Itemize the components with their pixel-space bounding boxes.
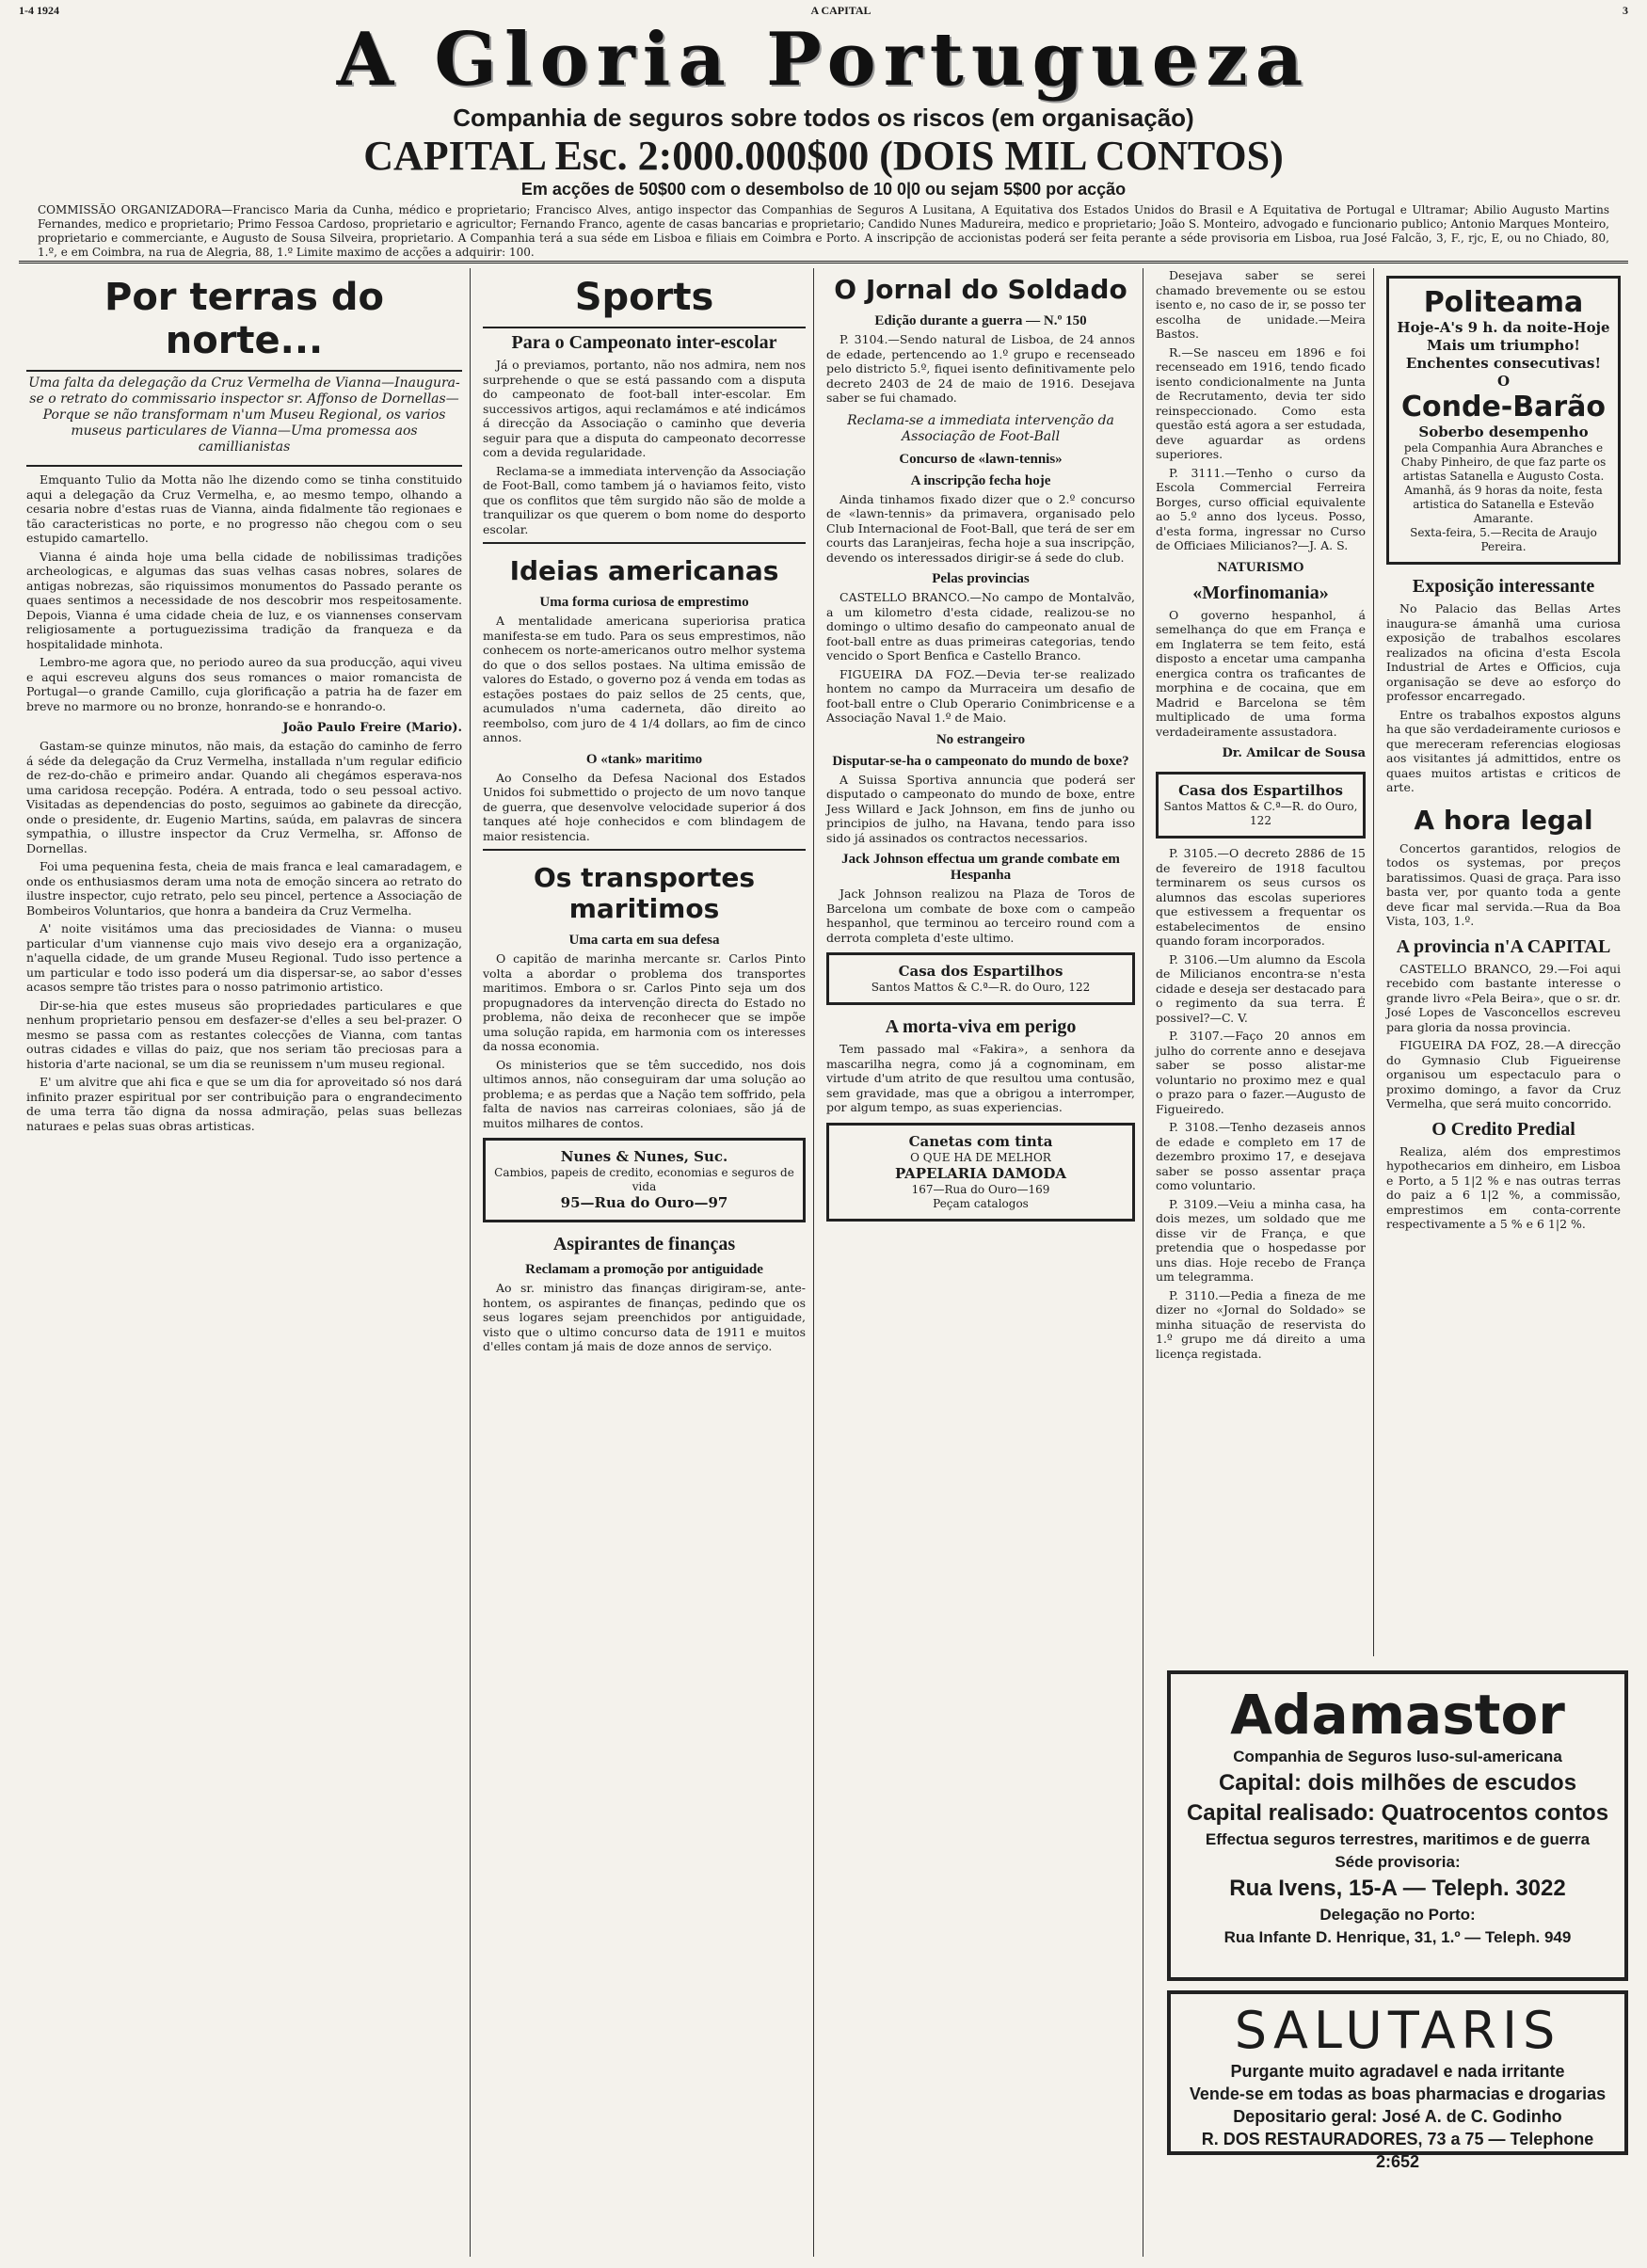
page-number: 3 — [1623, 4, 1628, 17]
adamastor-capital: Capital: dois milhões de escudos — [1218, 1770, 1577, 1796]
headline-aspirantes: Aspirantes de finanças — [552, 1234, 736, 1254]
headline-terras-norte: Por terras do norte... — [26, 268, 462, 372]
paragraph: FIGUEIRA DA FOZ, 28.—A direcção do Gymnasio Club Figueirense organisou um espectaculo para o proximo domingo, a favor da Cruz Vermelha, que será muito concorrido. — [1386, 1038, 1621, 1110]
banner-capital: CAPITAL Esc. 2:000.000$00 (DOIS MIL CONTOS) — [363, 133, 1284, 179]
headline-boxe: Disputar-se-ha o campeonato do mundo de boxe? — [832, 753, 1129, 769]
salutaris-line-3: Depositario geral: José A. de C. Godinho — [1233, 2107, 1562, 2126]
adamastor-sede-tel: Teleph. 3022 — [1431, 1876, 1566, 1901]
column-3 — [819, 268, 1143, 2257]
deck-terras-norte: Uma falta da delegação da Cruz Vermelha de Vianna—Inaugura-se o retrato do commissario inspector sr. Affonso de Dornellas—Porque se não transformam n'um Museu Regional, os varios museus particulares de Vianna—Uma promessa aos camillianistas — [28, 375, 460, 455]
paragraph: Ao Conselho da Defesa Nacional dos Estados Unidos foi submettido o projecto de um novo tanque de guerra, que desenvolve velocidade superior á dos tanques até hoje conhecidos e com blindagem de maior resistencia. — [483, 770, 806, 843]
subhead-tank: O «tank» maritimo — [585, 751, 703, 767]
salutaris-line-4: R. DOS RESTAURADORES, 73 a 75 — Telephone 2:652 — [1201, 2130, 1594, 2171]
headline-morfinomania: «Morfinomania» — [1192, 582, 1329, 603]
adamastor-name: Adamastor — [1230, 1683, 1565, 1747]
ad-nunes-address: 95—Rua do Ouro—97 — [560, 1194, 728, 1211]
adamastor-porto: Rua Infante D. Henrique, 31, 1.º — Teleph. 949 — [1223, 1928, 1572, 1946]
adamastor-kind-3: luso-sul-americana — [1415, 1748, 1562, 1765]
politeama-play: Conde-Barão — [1400, 391, 1607, 423]
ad-espartilhos-2 — [1156, 772, 1366, 839]
gloria-portugueza-banner — [19, 19, 1628, 264]
banner-commission: COMMISSÃO ORGANIZADORA—Francisco Maria da Cunha, médico e proprietario; Francisco Alves, antigo inspector das Companhias de Seguros A Lusitana, A Equitativa dos Estados Unidos do Brasil e A Equitativa de Portugal e Ultramar; Abilio Augusto Martins Fernandes, medico e proprietario; Primo Fessoa Cardoso, proprietario e agricultor; Fernando Franco, agente de casas bancarias e proprietario; Candido Nunes Madureira, medico e proprietario; João S. Monteiro, advogado e funcionario publico; Antonio Marques Monteiro, proprietario e commerciante, e Augusto de Sousa Silveira, proprietario. A Companhia terá a sua séde em Lisboa e filiais em Coimbra e Porto. A inscripção de accionistas poderá ser feita perante a séde provisoria em Lisboa, rua José Falcão, 3, F., rjc, E, ou no Chiado, 80, 1.º, e em Coimbra, na rua de Alegria, 88, 1.º Limite maximo de acções a adquirir: 100. — [38, 203, 1609, 259]
politeama-recita: Sexta-feira, 5.—Recita de Araujo Pereira. — [1410, 526, 1597, 553]
paragraph: P. 3107.—Faço 20 annos em julho do corrente anno e desejava saber se posso alistar-me voluntario no proximo mez e qual o prazo para o fazer.—Augusto de Figueiredo. — [1156, 1029, 1366, 1116]
edition-line: Edição durante a guerra — N.º 150 — [874, 313, 1087, 328]
adamastor-kind-1: Companhia — [1233, 1748, 1320, 1765]
paragraph: O governo hespanhol, á semelhança do que em França e em Inglaterra se tem feito, está disposto a encetar uma campanha energica contra os traficantes de morphina e de cocaina, que em Madrid e Barcelona se têm multiplicado de uma forma verdadeiramente assustadora. — [1156, 607, 1366, 739]
paragraph: O capitão de marinha mercante sr. Carlos Pinto volta a abordar o problema dos transportes maritimos. Embora o sr. Carlos Pinto seja um dos propugnadores da intervenção directa do Estado no problema, não deixa de reconhecer que se impõe uma solução rapida, em harmonia com os interesses da nossa economia. — [483, 951, 806, 1053]
paragraph: P. 3111.—Tenho o curso da Escola Commercial Ferreira Borges, curso official equivalente ao 5.º anno dos lyceus. Posso, d'esta forma, ingressar no Curso de Officiaes Milicianos?—J. A. S. — [1156, 465, 1366, 552]
ad-papelaria-name: PAPELARIA DAMODA — [894, 1164, 1067, 1182]
paragraph: R.—Se nasceu em 1896 e foi recenseado em 1916, tendo ficado isento condicionalmente na Junta de Recrutamento, devia ter sido reinspeccionado. Como esta questão está agora a ser estudada, deve aguardar as ordens superiores. — [1156, 344, 1366, 461]
column-1 — [19, 268, 471, 2257]
ad-canetas: Canetas com tinta — [908, 1132, 1053, 1150]
ad-papelaria-catalog: Peçam catalogos — [933, 1196, 1029, 1210]
salutaris-name: SALUTARIS — [1234, 2001, 1561, 2060]
subhead-aspirantes: Reclamam a promoção por antiguidade — [525, 1262, 763, 1277]
ad-espartilhos — [826, 952, 1135, 1005]
adamastor-effectua: Effectua seguros terrestres, maritimos e de guerra — [1205, 1830, 1591, 1848]
ad-espartilhos-title: Casa dos Espartilhos — [898, 963, 1063, 980]
paragraph: A' noite visitámos uma das preciosidades de Vianna: o museu particular d'um viannense cujo mais vivo desejo era a organização, n'aquella cidade, de um grande Museu Regional. Tudo isso pertence a um particular e todo isso poderá um dia dispersar-se, ao sabor d'esses acasos sempre tão tristes para o nosso patrimonio artistico. — [26, 921, 462, 994]
paragraph: P. 3105.—O decreto 2886 de 15 de fevereiro de 1918 facultou terminarem os seus cursos os alumnos das escolas superiores que estivessem a frequentar os estabelecimentos de ensino quando foram incorporados. — [1156, 846, 1366, 948]
salutaris-phone: Telephone 2:652 — [1375, 2130, 1594, 2171]
paragraph: A mentalidade americana superiorisa pratica manifesta-se em tudo. Para os seus emprestimos, não conhecem os norte-americanos outro melhor systema do que o dos sellos postaes. Na ultima emissão de valores do Estado, o governo poz á venda em todas as estações postaes do paiz sellos de 25 cents, que, acumulados n'uma caderneta, dão direito ao reembolso, com juro de 4 1/4 dollars, ao fim de cinco annos. — [483, 614, 806, 744]
page-date: 1-4 1924 — [19, 4, 59, 17]
ad-nunes-title: Nunes & Nunes, Suc. — [560, 1148, 728, 1165]
ad-salutaris — [1167, 1990, 1628, 2171]
adamastor-kind — [1180, 1746, 1615, 1768]
column-2 — [475, 268, 814, 2257]
paragraph: Desejava saber se serei chamado brevemente ou se estou isento e, no caso de ir, se posso ter escolha de unidade.—Meira Bastos. — [1156, 268, 1366, 341]
ad-papelaria — [826, 1123, 1135, 1222]
newspaper-name: A CAPITAL — [810, 4, 871, 17]
paragraph: CASTELLO BRANCO, 29.—Foi aqui recebido com bastante interesse o grande livro «Pela Beira», que o sr. dr. José Lopes de Vasconcellos escreveu para gloria da nossa provincia. — [1386, 961, 1621, 1034]
ad-espartilhos-title: Casa dos Espartilhos — [1178, 782, 1343, 799]
paragraph: FIGUEIRA DA FOZ.—Devia ter-se realizado hontem no campo da Murraceira um desafio de foot-ball entre o Club Operario Conimbricense e a Associação Naval 1.º de Maio. — [826, 666, 1135, 725]
subhead-carta: Uma carta em sua defesa — [568, 933, 720, 948]
paragraph: A Suissa Sportiva annuncia que poderá ser disputado o campeonato do mundo de boxe, entre Jess Willard e Jack Johnson, em fins de junho ou principios de julho, na Havana, tendo para isso sido já assinados os contractos necessarios. — [826, 772, 1135, 845]
paragraph: Já o previamos, portanto, não nos admira, nem nos surprehende o que se está passando com a disputa do campeonato de foot-ball inter-escolar. Em successivos artigos, aqui reclamámos e até indicámos á direcção da Associação o caminho que deveria seguir para que a disputa do campeonato decorresse com a devida regularidade. — [483, 358, 806, 459]
column-4 — [1148, 268, 1374, 1656]
ad-canetas-sub: O QUE HA DE MELHOR — [910, 1150, 1051, 1164]
paragraph: CASTELLO BRANCO.—No campo de Montalvão, a um kilometro d'esta cidade, realizou-se no domingo o ultimo desafio do campeonato anual de foot-ball entre as duas primeiras categorias, tendo vencido o Sport Benfica e Castello Branco. — [826, 590, 1135, 663]
politeama-desempenho: Soberbo desempenho — [1418, 423, 1589, 440]
paragraph: Realiza, além dos emprestimos hypothecarios em dinheiro, em Lisboa e Porto, a 5 1|2 % e nas outras terras do paiz a 6 1|2 %, a commissão, emprestimos em conta-corrente respectivamente a 5 % e 6 1|2 %. — [1386, 1143, 1621, 1231]
politeama-company: pela Companhia Aura Abranches e Chaby Pinheiro, de que faz parte os artistas Satanella e Augusto Costa. — [1400, 441, 1607, 483]
headline-morta-viva: A morta-viva em perigo — [885, 1016, 1077, 1037]
paragraph: Os ministerios que se têm succedido, nos dois ultimos annos, não conseguiram dar uma solução ao problema; e as perdas que a Nação tem soffrido, pela falta de navios nas carreiras coloniaes, são já de muitos milhares de contos. — [483, 1057, 806, 1130]
paragraph: P. 3108.—Tenho dezaseis annos de edade e completo em 17 de dezembro proximo 17, e desejava saber se posso assentar praça como voluntario. — [1156, 1120, 1366, 1192]
headline-exposicao: Exposição interessante — [1412, 576, 1595, 597]
section-naturismo: NATURISMO — [1217, 559, 1304, 575]
headline-credito-predial: O Credito Predial — [1431, 1118, 1575, 1140]
paragraph: No Palacio das Bellas Artes inaugura-se ámanhã uma curiosa exposição de trabalhos escolares realizados na oficina d'esta Escola Industrial de Artes e Officios, cuja organisação se deve ao esforço do professor encarregado. — [1386, 601, 1621, 703]
salutaris-line-1: Purgante muito agradavel e nada irritante — [1230, 2062, 1565, 2081]
politeama-triumph: Mais um triumpho! — [1427, 337, 1580, 354]
headline-ideias-americanas: Ideias americanas — [509, 555, 779, 586]
headline-johnson: Jack Johnson effectua um grande combate em Hespanha — [841, 852, 1120, 883]
subhead-provincias: Pelas provincias — [932, 571, 1030, 586]
banner-subtitle: Companhia de seguros sobre todos os riscos (em organisação) — [453, 104, 1194, 132]
politeama-time: Hoje-A's 9 h. da noite-Hoje — [1397, 319, 1610, 336]
paragraph: Vianna é ainda hoje uma bella cidade de nobilissimas tradições archeologicas, e algumas das suas velhas casas nobres, solares de antigas nobrezas, são riquissimos monumentos do Passado perante os quaes sentimos a necessidade de nos descobrir mos respeitosamente. Depois, Vianna é uma cidade cheia de luz, e os viannenses conservam religiosamente a portuguezissima tradição da franqueza e da hospitalidade minhota. — [26, 549, 462, 651]
ad-nunes — [483, 1138, 806, 1222]
headline-jornal-soldado: O Jornal do Soldado — [834, 274, 1127, 305]
banner-shares: Em acções de 50$00 com o desembolso de 10 0|0 ou sejam 5$00 por acção — [520, 180, 1127, 199]
headline-hora-legal: A hora legal — [1414, 804, 1593, 836]
headline-transportes: Os transportes maritimos — [533, 862, 756, 924]
ad-nunes-desc: Cambios, papeis de credito, economias e seguros de vida — [494, 1166, 794, 1193]
ad-politeama — [1386, 276, 1621, 565]
divider — [26, 465, 462, 467]
paragraph: Jack Johnson realizou na Plaza de Toros de Barcelona um combate de boxe com o campeão hespanhol, que terminou ao terceiro round com a derrota completa d'este ultimo. — [826, 886, 1135, 945]
politeama-name: Politeama — [1423, 286, 1584, 319]
column-5 — [1379, 268, 1628, 1656]
byline: Dr. Amilcar de Sousa — [1222, 746, 1366, 760]
salutaris-line-2: Vende-se em todas as boas pharmacias e drogarias — [1189, 2084, 1607, 2103]
byline: João Paulo Freire (Mario). — [282, 721, 462, 735]
paragraph: Lembro-me agora que, no periodo aureo da sua producção, aqui viveu e aqui escreveu alguns dos seus romances o maior romancista de Portugal—o grande Camillo, cuja glorificação a patria ha de fazer em breve no marmore ou no bronze, honrando-se e honrando-o. — [26, 655, 462, 713]
paragraph: Emquanto Tulio da Motta não lhe dizendo como se tinha constituido aqui a delegação da Cruz Vermelha, e, ao mesmo tempo, olhando a cesaria nobre d'estas ruas de Vianna, ainda fidalmente tão regionaes e tão caracteristicas no porte, e no progresso não chegou com o seu estupido camartello. — [26, 472, 462, 545]
divider — [483, 542, 806, 544]
adamastor-porto-tel: Teleph. 949 — [1484, 1928, 1572, 1946]
divider — [483, 849, 806, 851]
headline-sports: Sports — [483, 268, 806, 328]
paragraph: Ao sr. ministro das finanças dirigiram-se, ante-hontem, os aspirantes de finanças, pedindo que os seus logares sejam preenchidos por antiguidade, visto que o ultimo concurso data de 1911 e muitos d'elles contam já mais de doze annos de serviço. — [483, 1281, 806, 1353]
politeama-festa: Amanhã, ás 9 horas da noite, festa artistica do Satanella e Estevão Amarante. — [1404, 484, 1603, 525]
paragraph: Reclama-se a immediata intervenção da Associação de Foot-Ball, como tambem já o haviamos feito, visto que os conflitos que têm surgido não são de molde a tranquilizar os que querem o bom nome do desporto escolar. — [483, 463, 806, 536]
subhead-campeonato: Para o Campeonato inter-escolar — [511, 332, 777, 353]
salutaris-address: R. DOS RESTAURADORES, 73 a 75 — [1201, 2130, 1484, 2148]
paragraph: Entre os trabalhos expostos alguns ha que são verdadeiramente curiosos e que mereceram referencias elogiosas aos visitantes já admittidos, entre os quaes muitos artistas e criticos de arte. — [1386, 707, 1621, 794]
adamastor-porto-label: Delegação no Porto: — [1319, 1906, 1476, 1924]
adamastor-sede: Rua Ivens, 15-A — Teleph. 3022 — [1229, 1876, 1566, 1901]
headline-provincia: A provincia n'A CAPITAL — [1396, 935, 1611, 957]
subhead-estrangeiro: No estrangeiro — [935, 731, 1026, 747]
subhead-emprestimo: Uma forma curiosa de emprestimo — [539, 595, 749, 610]
adamastor-realisado: Capital realisado: Quatrocentos contos — [1186, 1800, 1609, 1826]
ad-adamastor — [1167, 1670, 1628, 1981]
paragraph: P. 3109.—Veiu a minha casa, ha dois mezes, um soldado que me disse vir de França, e que pretendia que o hospedasse por uns dias. Hoje recebo de França um telegramma. — [1156, 1196, 1366, 1284]
ad-espartilhos-address: Santos Mattos & C.ª—R. do Ouro, 122 — [1163, 800, 1358, 827]
adamastor-porto-address: Rua Infante D. Henrique, 31, 1.º — [1223, 1928, 1461, 1946]
adamastor-kind-2: de Seguros — [1324, 1748, 1413, 1765]
paragraph: Concertos garantidos, relogios de todos os systemas, por preços baratissimos. Quasi de graça. Para isso basta ver, por quanto toda a gente deve ficar mal servida.—Rua da Boa Vista, 103, 1.º. — [1386, 840, 1621, 928]
paragraph: Tem passado mal «Fakira», a senhora da mascarilha negra, como já a cognominam, em virtude d'um atrito de que resultou uma contusão, sem gravidade, mas que a obrigou a interromper, por algum tempo, as suas experiencias. — [826, 1042, 1135, 1114]
paragraph: Ainda tinhamos fixado dizer que o 2.º concurso de «lawn-tennis» da primavera, organisado pelo Club Internacional de Foot-Ball, que terá de ser em courts das Laranjeiras, fecha hoje a sua inscripção, devendo os interessados dirigir-se á sede do club. — [826, 491, 1135, 565]
paragraph: P. 3106.—Um alumno da Escola de Milicianos encontra-se n'esta cidade e deseja ser destacado para o regimento da sua terra. É possivel?—C. V. — [1156, 951, 1366, 1025]
paragraph: P. 3110.—Pedia a fineza de me dizer no «Jornal do Soldado» se minha situação de reservista do 1.º grupo me dá direito a uma licença registada. — [1156, 1287, 1366, 1361]
ad-espartilhos-address: Santos Mattos & C.ª—R. do Ouro, 122 — [871, 981, 1091, 994]
adamastor-sede-address: Rua Ivens, 15-A — [1229, 1876, 1398, 1901]
adamastor-sede-label: Séde provisoria: — [1335, 1853, 1461, 1871]
paragraph: P. 3104.—Sendo natural de Lisboa, de 24 annos de edade, pertencendo ao 1.º grupo e recenseado pelo districto 5.º, fiquei isento definitivamente pelo decreto 2403 de 24 de maio de 1916. Desejava saber se fui chamado. — [826, 332, 1135, 405]
headline-reclama: Reclama-se a immediata intervenção da Associação de Foot-Ball — [847, 412, 1114, 444]
ad-papelaria-address: 167—Rua do Ouro—169 — [911, 1182, 1050, 1196]
paragraph: E' um alvitre que ahi fica e que se um dia for aproveitado só nos dará infinito prazer espiritual por ser contribuição para o engrandecimento de uma terra tão digna da nossa admiração, pelas suas bellezas naturaes e pelas suas obras artisticas. — [26, 1075, 462, 1133]
politeama-enchentes: Enchentes consecutivas! — [1405, 355, 1602, 372]
headline-lawn-tennis: Concurso de «lawn-tennis» — [899, 451, 1063, 467]
paragraph: Foi uma pequenina festa, cheia de mais franca e leal camaradagem, e onde os enthusiasmos deram uma nota de emoção sincera ao retrato do ilustre inspector, cujo retrato, pelo seu pincel, pertence a Associação de Bombeiros Voluntarios, que honra a bandeira da Cruz Vermelha. — [26, 859, 462, 918]
paragraph: Dir-se-hia que estes museus são propriedades particulares e que nenhum proprietario pensou em desfazer-se d'elles a seu bel-prazer. O mesmo se passa com as restantes colecções de Vianna, com tantas outras cidades e villas do paiz, que nos seriam tão preciosas para a historia d'arte nacional, se um dia se reunissem n'um museu regional. — [26, 998, 462, 1071]
paragraph: Gastam-se quinze minutos, não mais, da estação do caminho de ferro á séde da delegação da Cruz Vermelha, installada n'um regular edificio de rez-do-chão e primeiro andar. Quando ali chegámos esperava-nos uma caridosa recepção. Podéra. A entrada, todo o seu pessoal activo. Visitadas as dependencias do posto, seguimos ao gabinete da direcção, onde o presidente, dr. Eugenio Martins, saúda, em palavras de sincera sympathia, o illustre inspector da Cruz Vermelha, sr. Affonso de Dornellas. — [26, 739, 462, 855]
banner-title: A Gloria Portugueza — [336, 17, 1311, 103]
politeama-o: O — [1496, 373, 1511, 390]
subhead-inscripcao: A inscripção fecha hoje — [910, 472, 1051, 488]
